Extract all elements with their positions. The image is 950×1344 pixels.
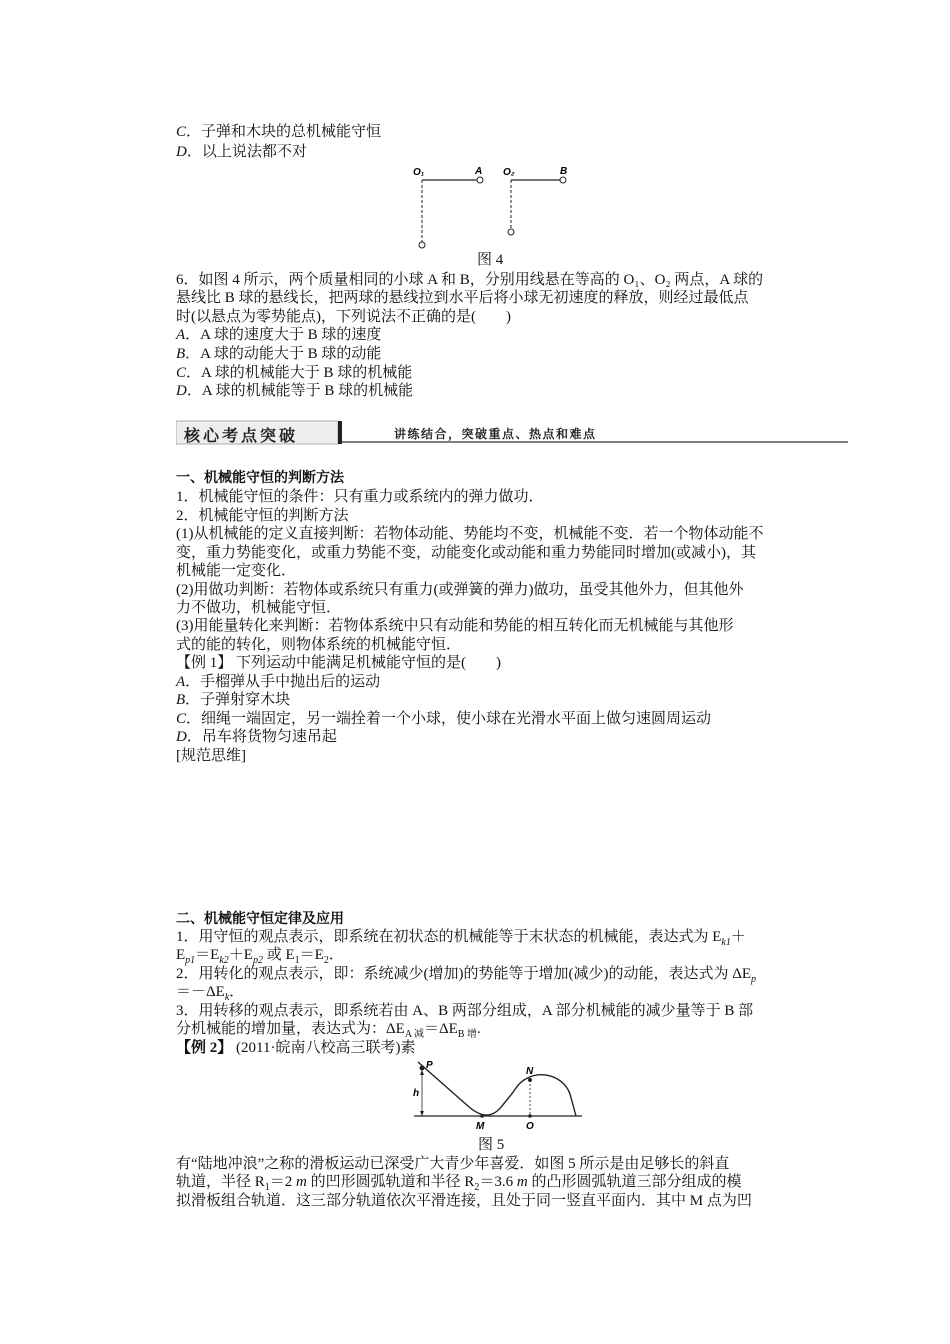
- q6-option-a: [176, 326, 381, 344]
- option-text: ．细绳一端固定，另一端拴着一个小球，使小球在光滑水平面上做匀速圆周运动: [186, 711, 712, 727]
- ex1-option-c: [176, 710, 711, 728]
- sec2-line-1b: [176, 946, 344, 964]
- subscript: 1: [264, 1182, 270, 1193]
- sec2-line-1a: [176, 928, 746, 946]
- text: ．: [328, 947, 344, 963]
- text: ．: [229, 984, 245, 1000]
- text: 的凸形圆弧轨道三部分组成的模: [527, 1174, 742, 1190]
- text: ＝E: [299, 947, 324, 963]
- example-source: (2011·皖南八校高三联考)素: [232, 1040, 416, 1056]
- option-text: ．A 球的速度大于 B 球的速度: [185, 327, 382, 343]
- option-letter: C: [176, 124, 187, 140]
- label-o2: O₂: [503, 167, 515, 178]
- label-o: O: [526, 1121, 534, 1132]
- option-letter: D: [176, 383, 187, 399]
- subscript: k1: [721, 937, 731, 948]
- option-text: ．A 球的动能大于 B 球的动能: [185, 346, 382, 362]
- option-text: ．以上说法都不对: [186, 144, 307, 160]
- text: ＋E: [228, 947, 253, 963]
- figure-5-track: [408, 1058, 584, 1134]
- sec2-line-3a: 3．用转移的观点表示，即系统若由 A、B 两部分组成，A 部分机械能的减少量等于 B 部: [176, 1003, 754, 1019]
- label-b: B: [560, 166, 568, 177]
- option-c-line: [176, 123, 381, 141]
- text: ＝2: [269, 1174, 297, 1190]
- label-p: P: [426, 1060, 433, 1071]
- q6-line-1: 6．如图 4 所示，两个质量相同的小球 A 和 B，分别用线悬在等高的 O₁、O₂ 两点，A 球的: [176, 272, 764, 288]
- ball-b-top: [560, 177, 566, 183]
- option-text: ．子弹和木块的总机械能守恒: [186, 124, 382, 140]
- think-label: [规范思维]: [176, 748, 246, 764]
- sec1-line-9: 式的能的转化，则物体系统的机械能守恒．: [176, 637, 462, 653]
- sec1-line-4: 变，重力势能变化，或重力势能不变，动能变化或动能和重力势能同时增加(或减小)，其: [176, 545, 756, 561]
- option-text: ．子弹射穿木块: [185, 692, 291, 708]
- section-1-heading: 一、机械能守恒的判断方法: [176, 470, 344, 486]
- arrow-head-up: [420, 1070, 424, 1075]
- text: ＝E: [195, 947, 220, 963]
- para-line-1: 有“陆地冲浪”之称的滑板运动已深受广大青少年喜爱．如图 5 所示是由足够长的斜直: [176, 1156, 730, 1172]
- option-text: ．A 球的机械能大于 B 球的机械能: [186, 365, 413, 381]
- example-2-line: [176, 1039, 415, 1057]
- sec1-line-8: (3)用能量转化来判断：若物体系统中只有动能和势能的相互转化而无机械能与其他形: [176, 618, 734, 634]
- text: ＝－ΔE: [176, 984, 225, 1000]
- q6-option-d: [176, 382, 413, 400]
- text: 或 E: [262, 947, 295, 963]
- ball-a-top: [477, 177, 483, 183]
- text: 2．用转化的观点表示，即：系统减少(增加)的势能等于增加(减少)的动能，表达式为 ΔE: [176, 966, 752, 982]
- text: E: [176, 947, 186, 963]
- example-tag: 【例 2】: [176, 1040, 233, 1056]
- sec1-line-6: (2)用做功判断：若物体或系统只有重力(或弹簧的弹力)做功，虽受其他外力，但其他外: [176, 582, 744, 598]
- subscript: p2: [252, 955, 263, 966]
- option-d-line: [176, 143, 307, 161]
- subscript: p: [751, 974, 757, 985]
- sec1-line-2: 2．机械能守恒的判断方法: [176, 508, 349, 524]
- text: ＋: [730, 929, 746, 945]
- q6-option-b: [176, 345, 381, 363]
- ex1-option-b: [176, 691, 290, 709]
- label-a: A: [475, 166, 483, 177]
- example-1-stem: 【例 1】 下列运动中能满足机械能守恒的是( ): [176, 655, 501, 671]
- unit: m: [516, 1174, 528, 1190]
- figure-5-caption: 图 5: [478, 1137, 505, 1153]
- arrow-head-down: [420, 1111, 424, 1116]
- label-m: M: [476, 1121, 485, 1132]
- unit: m: [296, 1174, 307, 1190]
- sec2-line-2b: [176, 983, 244, 1001]
- banner-subtitle: 讲练结合，突破重点、热点和难点: [394, 427, 597, 441]
- track-curve: [418, 1062, 576, 1116]
- subscript: B 增: [457, 1029, 477, 1040]
- sec2-line-3b: [176, 1020, 481, 1038]
- figure-4-caption: 图 4: [477, 252, 504, 268]
- text: 1．用守恒的观点表示，即系统在初状态的机械能等于末状态的机械能，表达式为 E: [176, 929, 722, 945]
- option-letter: A: [176, 327, 186, 343]
- text: ＝ΔE: [423, 1021, 458, 1037]
- subscript: 2: [474, 1182, 480, 1193]
- label-n: N: [526, 1066, 534, 1077]
- ex1-option-a: [176, 673, 380, 691]
- para-line-2: [176, 1173, 742, 1191]
- label-h: h: [413, 1088, 420, 1099]
- text: 的凹形圆弧轨道和半径 R: [306, 1174, 475, 1190]
- text: 轨道，半径 R: [176, 1174, 265, 1190]
- option-text: ．手榴弹从手中抛出后的运动: [185, 674, 381, 690]
- option-letter: B: [176, 692, 186, 708]
- section-2-heading: 二、机械能守恒定律及应用: [176, 911, 344, 927]
- figure-4-pendulums: [405, 160, 585, 250]
- q6-line-2: 悬线比 B 球的悬线长，把两球的悬线拉到水平后将小球无初速度的释放，则经过最低点: [176, 290, 749, 306]
- sec1-line-5: 机械能一定变化．: [176, 563, 297, 579]
- subscript: A 减: [404, 1029, 424, 1040]
- point-o: [528, 1114, 532, 1118]
- para-line-3: 拟滑板组合轨道．这三部分轨道依次平滑连接，且处于同一竖直平面内．其中 M 点为凹: [176, 1193, 752, 1209]
- banner-title: 核心考点突破: [184, 426, 299, 445]
- sec1-line-7: 力不做功，机械能守恒．: [176, 600, 342, 616]
- option-letter: D: [176, 144, 187, 160]
- q6-line-3: 时(以悬点为零势能点)，下列说法不正确的是( ): [176, 309, 511, 325]
- ball-a-bottom: [419, 242, 425, 248]
- subscript: 2: [323, 955, 329, 966]
- option-letter: B: [176, 346, 186, 362]
- sec1-line-3: (1)从机械能的定义直接判断：若物体动能、势能均不变，机械能不变．若一个物体动能不: [176, 526, 764, 542]
- point-p: [420, 1066, 425, 1071]
- subscript: p1: [185, 955, 196, 966]
- q6-option-c: [176, 364, 412, 382]
- ex1-option-d: [176, 728, 337, 746]
- text: 分机械能的增加量，表达式为：ΔE: [176, 1021, 405, 1037]
- subscript: 1: [294, 955, 300, 966]
- option-text: ．A 球的机械能等于 B 球的机械能: [186, 383, 414, 399]
- option-letter: C: [176, 365, 187, 381]
- text: ＝3.6: [479, 1174, 517, 1190]
- option-letter: D: [176, 729, 187, 745]
- option-letter: A: [176, 674, 186, 690]
- sec1-line-1: 1．机械能守恒的条件：只有重力或系统内的弹力做功．: [176, 489, 544, 505]
- option-letter: C: [176, 711, 187, 727]
- option-text: ．吊车将货物匀速吊起: [186, 729, 337, 745]
- sec2-line-2a: [176, 965, 756, 983]
- subscript: k2: [219, 955, 229, 966]
- point-m: [480, 1114, 484, 1118]
- text: .: [476, 1021, 481, 1037]
- subscript: k: [224, 992, 230, 1003]
- ball-b-bottom: [508, 229, 514, 235]
- label-o1: O₁: [413, 167, 425, 178]
- section-banner: [176, 420, 848, 446]
